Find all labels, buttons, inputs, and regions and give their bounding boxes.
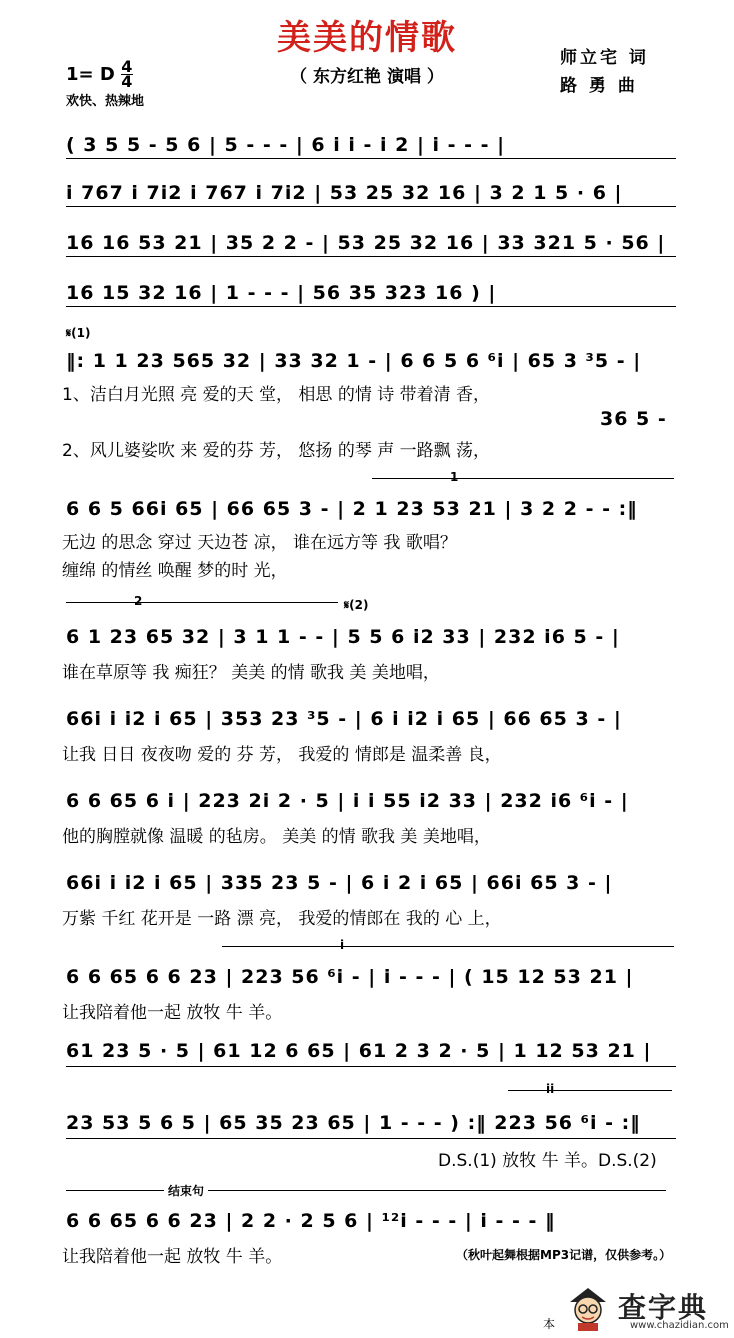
ending-1-label: 1 [450, 470, 459, 484]
tempo-marking: 欢快、热辣地 [66, 94, 145, 109]
ending-ii-bracket [508, 1090, 672, 1091]
lyricist-credit: 师立宅 词 [560, 48, 649, 68]
intro-line-2: i 767 i 7i2 i 767 i 7i2 | 53 25 32 16 | 3 2 1 5 · 6 | [66, 182, 623, 204]
key-label: 1= D [66, 64, 115, 85]
intro-line-1: ( 3 5 5 - 5 6 | 5 - - - | 6 i i - i 2 | i - - - | [66, 134, 506, 156]
chorus-notes-2: 66i i i2 i 65 | 353 23 ³5 - | 6 i i2 i 65 | 66 65 3 - | [66, 708, 622, 730]
intro-line-3: 16 16 53 21 | 35 2 2 - | 53 25 32 16 | 33 321 5 · 56 | [66, 232, 666, 254]
chorus-notes-4: 66i i i2 i 65 | 335 23 5 - | 6 i 2 i 65 | 66i 65 3 - | [66, 872, 613, 894]
verse1-lyric-b: 无边 的思念 穿过 天边苍 凉， 谁在远方等 我 歌唱？ [62, 533, 457, 553]
intro-line-4: 16 15 32 16 | 1 - - - | 56 35 323 16 ) | [66, 282, 497, 304]
chorus-lyric-5: 让我陪着他一起 放牧 牛 羊。 [62, 1003, 283, 1023]
underline [66, 1066, 676, 1067]
verse-notes-1: ‖: 1 1 23 565 32 | 33 32 1 - | 6 6 5 6 ⁶i | 65 3 ³5 - | [66, 350, 642, 372]
underline [66, 256, 676, 257]
verse1-lyric-a: 1、洁白月光照 亮 爱的天 堂， 相思 的情 诗 带着清 香， [62, 385, 491, 405]
logo-mascot-icon [566, 1284, 610, 1332]
chorus-lyric-1: 谁在草原等 我 痴狂？ 美美 的情 歌我 美 美地唱， [62, 663, 440, 683]
ending-i-bracket [222, 946, 674, 947]
ending-2-bracket [66, 602, 338, 603]
coda-notes: 6 6 65 6 6 23 | 2 2 · 2 5 6 | ¹²i - - - | i - - - ‖ [66, 1210, 556, 1232]
song-title: 美美的情歌 [277, 18, 457, 58]
site-logo [566, 1284, 729, 1332]
chorus-notes-1: 6 1 23 65 32 | 3 1 1 - - | 5 5 6 i2 33 | 232 i6 5 - | [66, 626, 620, 648]
chorus-lyric-2: 让我 日日 夜夜吻 爱的 芬 芳， 我爱的 情郎是 温柔善 良， [62, 745, 502, 765]
underline [66, 1138, 676, 1139]
ending-i-label: i [340, 938, 345, 952]
interlude-notes-1: 61 23 5 · 5 | 61 12 6 65 | 61 2 3 2 · 5 | 1 12 53 21 | [66, 1040, 652, 1062]
chorus-lyric-4: 万紫 千红 花开是 一路 漂 亮， 我爱的情郎在 我的 心 上， [62, 909, 502, 929]
time-top: 4 [121, 57, 133, 76]
alt-notes: 36 5 - [600, 408, 667, 430]
underline [66, 158, 676, 159]
ds-instruction: D.S.(1) 放牧 牛 羊。D.S.(2) [438, 1151, 657, 1171]
segno-2: 𝄋(2) [344, 598, 369, 612]
verse2-lyric-b: 缠绵 的情丝 唤醒 梦的时 光， [62, 561, 288, 581]
performer-line: （ 东方红艳 演唱 ） [290, 67, 444, 87]
coda-lyric: 让我陪着他一起 放牧 牛 羊。 [62, 1247, 283, 1267]
underline [66, 206, 676, 207]
credits [560, 44, 649, 100]
interlude-notes-2: 23 53 5 6 5 | 65 35 23 65 | 1 - - - ) :‖ 223 56 ⁶i - :‖ [66, 1112, 641, 1134]
chorus-lyric-3: 他的胸膛就像 温暖 的毡房。 美美 的情 歌我 美 美地唱， [62, 827, 491, 847]
chorus-notes-5: 6 6 65 6 6 23 | 223 56 ⁶i - | i - - - | ( 15 12 53 21 | [66, 966, 634, 988]
time-signature [121, 57, 133, 91]
logo-name: 查字典 [618, 1291, 709, 1324]
verse2-lyric-a: 2、风儿婆娑吹 来 爱的芬 芳， 悠扬 的琴 声 一路飘 荡， [62, 441, 491, 461]
segno-1: 𝄋(1) [66, 326, 91, 340]
logo-url: www.chazidian.com [630, 1320, 729, 1331]
ending-2-label: 2 [134, 594, 143, 608]
time-bottom: 4 [121, 72, 133, 91]
chorus-notes-3: 6 6 65 6 i | 223 2i 2 · 5 | i i 55 i2 33 | 232 i6 ⁶i - | [66, 790, 629, 812]
coda-bracket [66, 1190, 666, 1191]
composer-credit: 路 勇 曲 [560, 76, 638, 96]
underline [66, 306, 676, 307]
ending-1-bracket [372, 478, 674, 479]
ending-ii-label: ii [546, 1082, 555, 1096]
coda-label: 结束句 [164, 1182, 208, 1199]
key-signature [66, 57, 133, 91]
verse-notes-2: 6 6 5 66i 65 | 66 65 3 - | 2 1 23 53 21 | 3 2 2 - - :‖ [66, 498, 638, 520]
page-mark: 本 [543, 1317, 556, 1331]
transcription-note: （秋叶起舞根据MP3记谱，仅供参考。） [456, 1248, 672, 1262]
